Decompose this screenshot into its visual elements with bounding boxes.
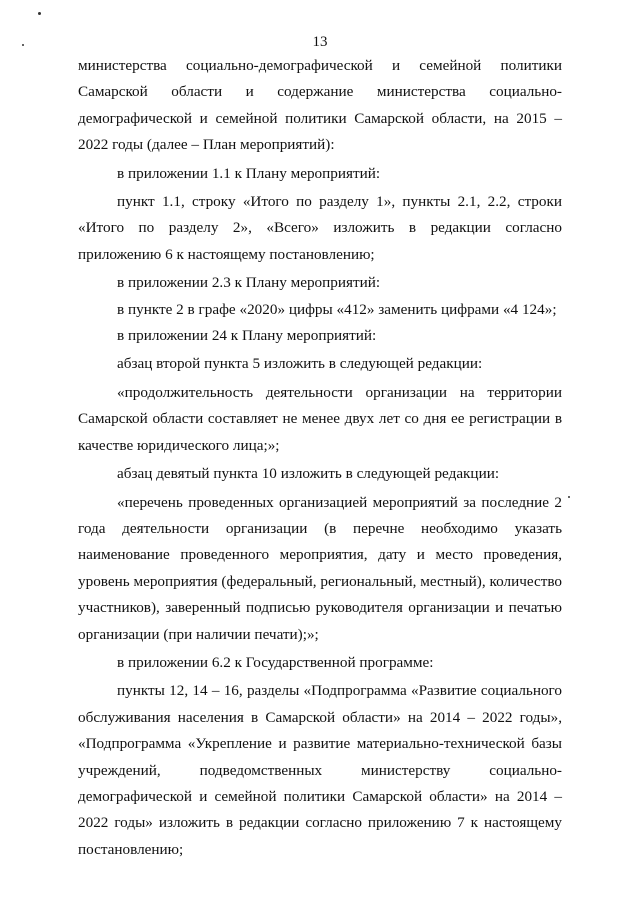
- paragraph: пункт 1.1, строку «Итого по разделу 1», пункты 2.1, 2.2, строки «Итого по разделу 2», «Всего» изложить в редакции согласно приложению 6 к настоящему постановлению;: [78, 193, 562, 263]
- document-body: [78, 53, 562, 863]
- scan-speck: [568, 496, 570, 498]
- paragraph-continuation: министерства социально-демографической и семейной политики Самарской области и содержание министерства социально-демографической и семейной политики Самарской области, на 2015 – 2022 годы (далее – План мероприятий):: [78, 57, 562, 154]
- paragraph: в приложении 1.1 к Плану мероприятий:: [117, 164, 381, 182]
- paragraph: абзац второй пункта 5 изложить в следующей редакции:: [117, 355, 483, 373]
- page-number: 13: [312, 34, 328, 50]
- paragraph-quote: «продолжительность деятельности организации на территории Самарской области составляет не менее двух лет со дня ее регистрации в качестве юридического лица;»;: [78, 383, 562, 454]
- paragraph: в пункте 2 в графе «2020» цифры «412» заменить цифрами «4 124»;: [117, 300, 557, 318]
- paragraph: в приложении 2.3 к Плану мероприятий:: [117, 274, 381, 292]
- paragraph: в приложении 6.2 к Государственной программе:: [117, 653, 434, 671]
- scan-speck: [38, 12, 41, 15]
- paragraph: абзац девятый пункта 10 изложить в следующей редакции:: [117, 465, 500, 483]
- paragraph-quote: «перечень проведенных организацией мероприятий за последние 2 года деятельности организации (в перечне необходимо указать наименование проведенного мероприятия, дату и место проведения, уровень мероприятия (федеральный, региональный, местный), количество участников), заверенный подписью руководителя организации и печатью организации (при наличии печати);»;: [78, 493, 562, 643]
- paragraph: пункты 12, 14 – 16, разделы «Подпрограмма «Развитие социального обслуживания населения в Самарской области» на 2014 – 2022 годы», «Подпрограмма «Укрепление и развитие материально-технической базы учреждений, подведомственных министерству социально-демографической и семейной политики Самарской области» на 2014 – 2022 годы» изложить в редакции согласно приложению 7 к настоящему постановлению;: [78, 682, 562, 858]
- paragraph: в приложении 24 к Плану мероприятий:: [117, 327, 377, 345]
